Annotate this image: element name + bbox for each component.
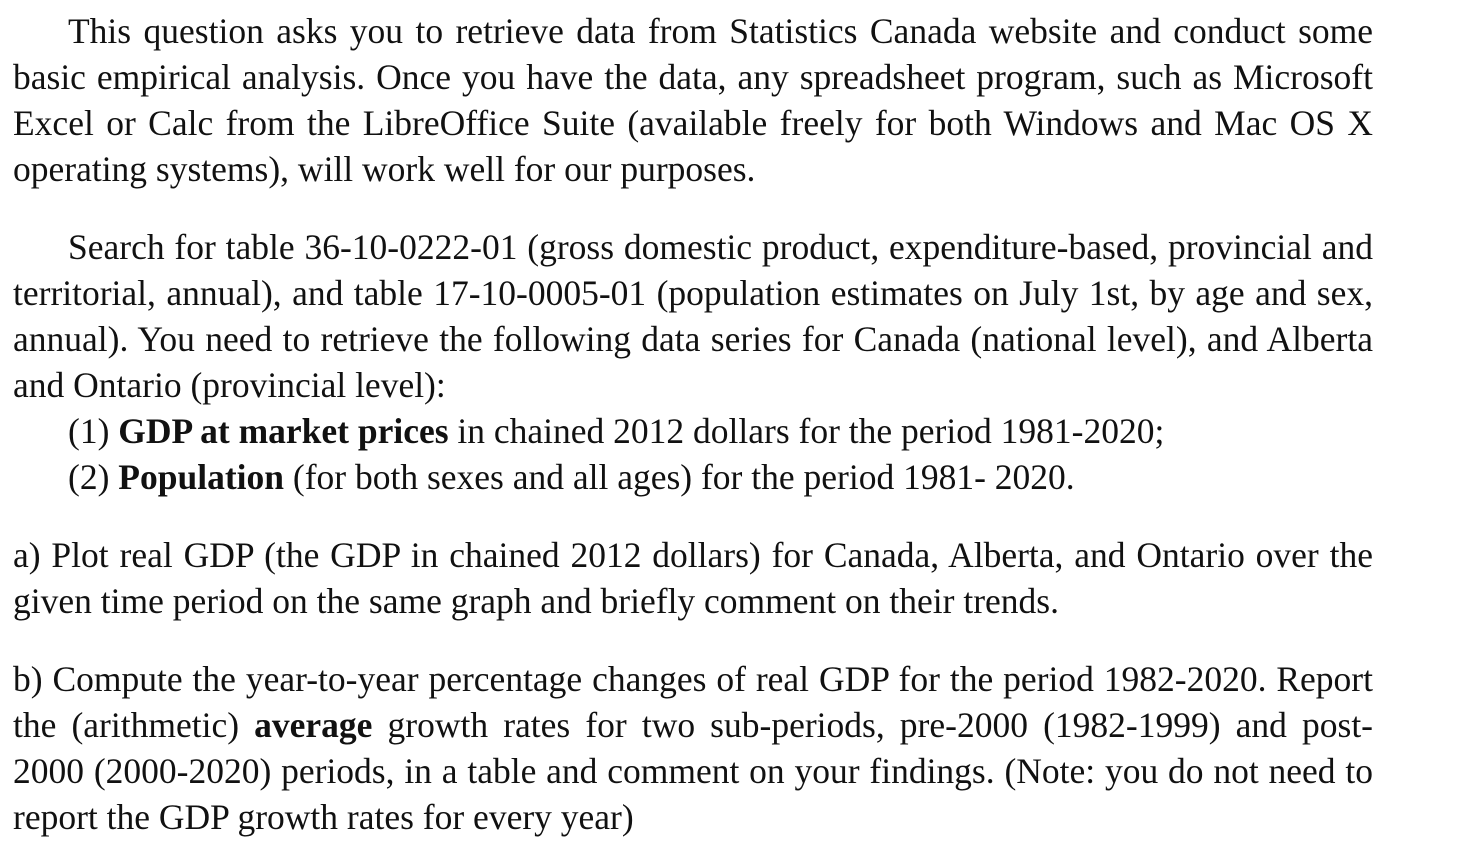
list-item-text: in chained 2012 dollars for the period 1981-2020; [457,411,1165,451]
intro-paragraph: This question asks you to retrieve data from Statistics Canada website and conduct some basic empirical analysis. Once you have the data, any spreadsheet program, such as Microsoft Excel or Calc from the LibreOffice Suite (available freely for both Windows and Mac OS X operating systems), will work well for our purposes. [13,11,1373,189]
list-item-text: (for both sexes and all ages) for the period 1981- 2020. [292,457,1075,497]
list-item-population [13,454,1373,500]
list-item-number: (2) [68,457,110,497]
part-b-text-end: growth rates for two sub-periods, pre-2000 (1982-1999) and post-2000 (2000-2020) periods, in a table and comment on your findings. (Note: you do not need to report the GDP growth rates for every year) [13,705,1374,837]
list-item-gdp [13,408,1373,454]
list-item-number: (1) [68,411,110,451]
search-paragraph: Search for table 36-10-0222-01 (gross domestic product, expenditure-based, provincial and territorial, annual), and table 17-10-0005-01 (population estimates on July 1st, by age and sex, annual). You need to retrieve the following data series for Canada (national level), and Alberta and Ontario (provincial level): [13,227,1373,405]
list-item-bold-term: GDP at market prices [118,411,449,451]
list-item-bold-term: Population [118,457,284,497]
part-b-text-start: b) Compute the year-to-year percentage changes of real GDP for the period 1982-2020. Report the (arithmetic) [13,659,1373,745]
part-b-bold-term: average [254,705,373,745]
part-a-paragraph: a) Plot real GDP (the GDP in chained 2012 dollars) for Canada, Alberta, and Ontario over the given time period on the same graph and briefly comment on their trends. [13,535,1373,621]
part-b-paragraph [13,656,1373,840]
document-body [13,8,1373,840]
